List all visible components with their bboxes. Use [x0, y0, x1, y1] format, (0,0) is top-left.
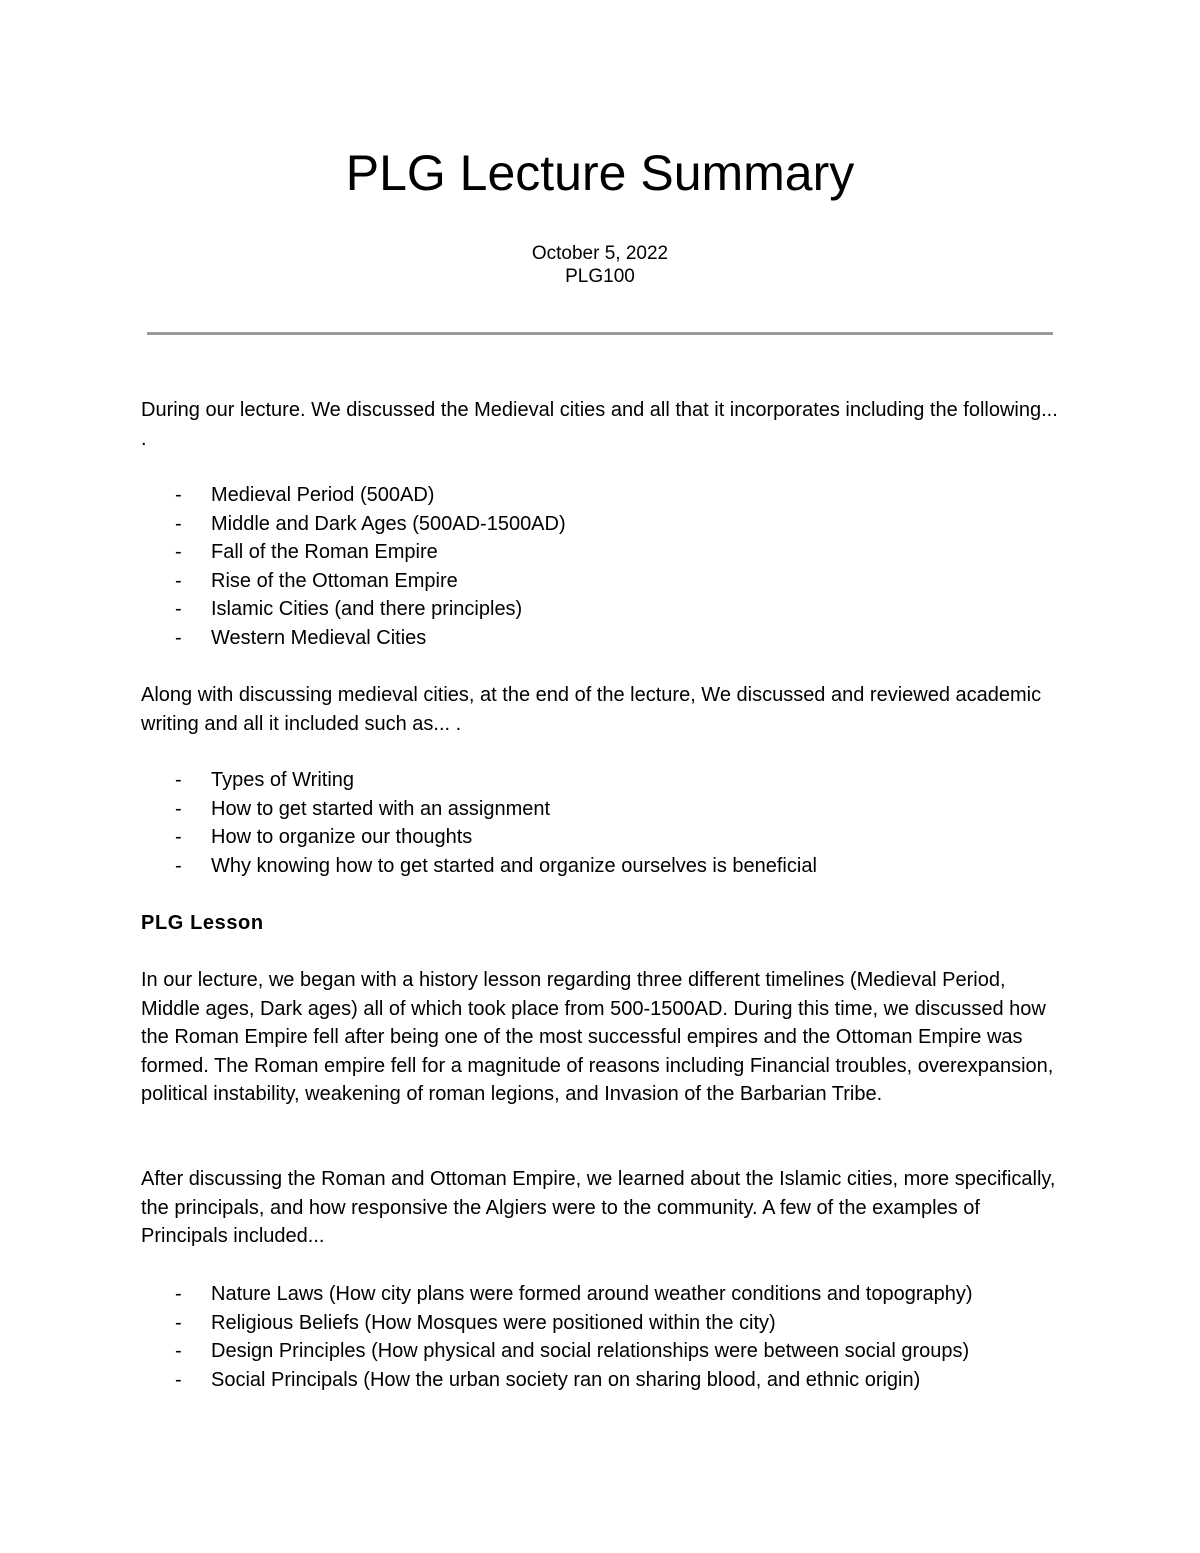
dash-bullet: -: [175, 626, 182, 649]
list-item: [141, 823, 1061, 852]
dash-bullet: -: [175, 854, 182, 877]
list-item-text: Why knowing how to get started and organize ourselves is beneficial: [211, 854, 817, 877]
dash-bullet: -: [175, 598, 182, 621]
list-item: [141, 595, 1061, 624]
principles-list: [141, 1280, 1061, 1394]
dash-bullet: -: [175, 569, 182, 592]
list-item-text: Western Medieval Cities: [211, 626, 427, 649]
list-item: [141, 1366, 1061, 1395]
list-item: [141, 795, 1061, 824]
list-item-text: Nature Laws (How city plans were formed around weather conditions and topography): [211, 1283, 973, 1305]
dash-bullet: -: [175, 1340, 182, 1363]
list-item: [141, 1337, 1061, 1366]
list-item: [141, 481, 1061, 510]
list-item: [141, 510, 1061, 539]
intro-paragraph: During our lecture. We discussed the Medieval cities and all that it incorporates including the following... .: [141, 399, 1058, 450]
dash-bullet: -: [175, 769, 182, 791]
dash-bullet: -: [175, 1368, 182, 1391]
document-title: PLG Lecture Summary: [345, 145, 855, 201]
list-item-text: How to organize our thoughts: [211, 826, 473, 849]
list-item-text: Design Principles (How physical and social relationships were between social groups): [211, 1340, 970, 1363]
list-item: [141, 852, 1061, 881]
dash-bullet: -: [175, 1311, 182, 1334]
list-item-text: Middle and Dark Ages (500AD-1500AD): [211, 512, 566, 535]
lesson-paragraph-2: After discussing the Roman and Ottoman Empire, we learned about the Islamic cities, more specifically, the principals, and how responsive the Algiers were to the community. A few of the examples of Principals included...: [141, 1168, 1056, 1247]
list-item: [141, 538, 1061, 567]
dash-bullet: -: [175, 826, 182, 849]
list-item-text: Social Principals (How the urban society ran on sharing blood, and ethnic origin): [211, 1368, 921, 1391]
dash-bullet: -: [175, 541, 182, 564]
list-item-text: Fall of the Roman Empire: [211, 541, 438, 564]
writing-list: [141, 766, 1061, 880]
list-item-text: Types of Writing: [211, 769, 355, 791]
lesson-paragraph-1: In our lecture, we began with a history lesson regarding three different timelines (Medieval Period, Middle ages, Dark ages) all of which took place from 500-1500AD. During this time, we discussed how the Roman Empire fell after being one of the most successful empires and the Ottoman Empire was formed. The Roman empire fell for a magnitude of reasons including Financial troubles, overexpansion, political instability, weakening of roman legions, and Invasion of the Barbarian Tribe.: [141, 969, 1054, 1105]
list-item-text: Medieval Period (500AD): [211, 484, 435, 506]
dash-bullet: -: [175, 797, 182, 820]
list-item: [141, 1309, 1061, 1338]
writing-paragraph: Along with discussing medieval cities, at the end of the lecture, We discussed and reviewed academic writing and all it included such as... .: [141, 684, 1042, 735]
dash-bullet: -: [175, 1283, 182, 1305]
document-date: October 5, 2022: [531, 243, 669, 264]
topics-list: [141, 481, 1061, 653]
list-item: [141, 1280, 1061, 1309]
course-code: PLG100: [565, 266, 635, 287]
list-item: [141, 766, 1061, 795]
dash-bullet: -: [175, 512, 182, 535]
list-item-text: Islamic Cities (and there principles): [211, 598, 523, 621]
lesson-heading: PLG Lesson: [141, 912, 264, 934]
horizontal-divider: [147, 332, 1053, 335]
list-item-text: How to get started with an assignment: [211, 797, 551, 820]
list-item-text: Religious Beliefs (How Mosques were positioned within the city): [211, 1311, 776, 1334]
list-item: [141, 567, 1061, 596]
list-item-text: Rise of the Ottoman Empire: [211, 569, 458, 592]
list-item: [141, 624, 1061, 653]
dash-bullet: -: [175, 484, 182, 506]
